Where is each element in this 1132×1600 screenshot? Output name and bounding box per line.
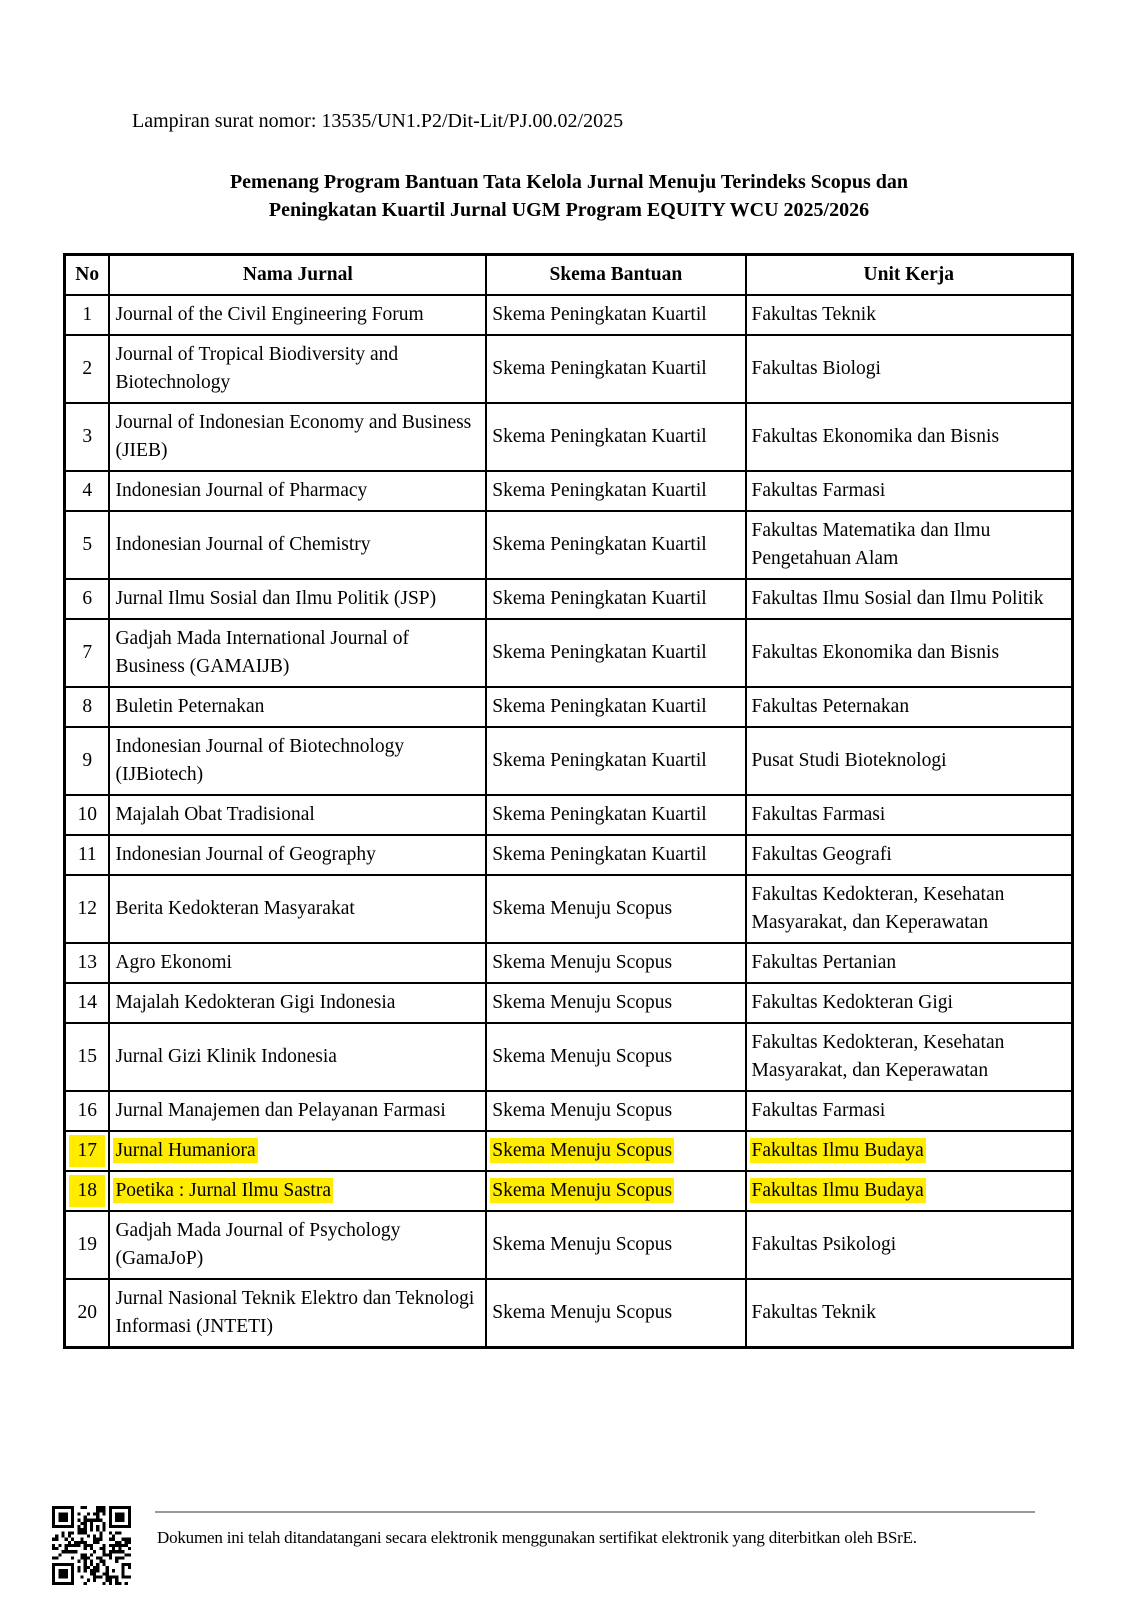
cell-nama	[109, 1211, 486, 1279]
cell-nama	[109, 1131, 486, 1171]
cell-skema-text: Skema Peningkatan Kuartil	[492, 357, 707, 379]
cell-nama	[109, 619, 486, 687]
table-row	[65, 511, 1073, 579]
cell-skema	[486, 579, 745, 619]
cell-nama-text: Jurnal Humaniora	[115, 1139, 256, 1161]
cell-skema	[486, 1023, 745, 1091]
cell-unit	[746, 687, 1073, 727]
cell-no-text: 16	[77, 1099, 97, 1121]
cell-unit-text: Fakultas Pertanian	[751, 951, 897, 973]
cell-nama-text: Journal of Tropical Biodiversity and Biotechnology	[115, 343, 399, 393]
cell-unit-text: Fakultas Peternakan	[751, 695, 910, 717]
column-header-skema: Skema Bantuan	[486, 255, 745, 295]
cell-unit	[746, 1171, 1073, 1211]
cell-no-text: 9	[82, 749, 93, 771]
cell-nama	[109, 943, 486, 983]
cell-nama-text: Majalah Kedokteran Gigi Indonesia	[115, 991, 396, 1013]
cell-unit	[746, 1211, 1073, 1279]
cell-nama-text: Buletin Peternakan	[115, 695, 265, 717]
cell-no-text: 11	[77, 843, 97, 865]
cell-unit	[746, 1131, 1073, 1171]
cell-no	[65, 1131, 110, 1171]
cell-nama	[109, 1023, 486, 1091]
cell-nama	[109, 295, 486, 335]
cell-unit-text: Fakultas Ilmu Budaya	[751, 1179, 924, 1201]
cell-unit-text: Fakultas Teknik	[751, 303, 876, 325]
cell-unit-text: Fakultas Ilmu Sosial dan Ilmu Politik	[751, 587, 1044, 609]
cell-nama-text: Journal of Indonesian Economy and Business (JIEB)	[115, 411, 472, 461]
table-row	[65, 875, 1073, 943]
cell-nama-text: Journal of the Civil Engineering Forum	[115, 303, 424, 325]
cell-skema-text: Skema Peningkatan Kuartil	[492, 843, 707, 865]
cell-skema-text: Skema Menuju Scopus	[492, 1233, 673, 1255]
cell-skema	[486, 403, 745, 471]
journal-table-body	[65, 295, 1073, 1348]
cell-nama	[109, 983, 486, 1023]
cell-unit-text: Fakultas Biologi	[751, 357, 881, 379]
cell-skema-text: Skema Peningkatan Kuartil	[492, 803, 707, 825]
cell-unit	[746, 579, 1073, 619]
cell-no-text: 8	[82, 695, 93, 717]
table-row	[65, 727, 1073, 795]
table-row	[65, 943, 1073, 983]
cell-nama	[109, 1091, 486, 1131]
cell-nama-text: Majalah Obat Tradisional	[115, 803, 315, 825]
column-header-no: No	[65, 255, 110, 295]
cell-no-text: 14	[77, 991, 97, 1013]
cell-nama-text: Gadjah Mada International Journal of Business (GAMAIJB)	[115, 627, 409, 677]
cell-nama	[109, 835, 486, 875]
cell-nama-text: Indonesian Journal of Biotechnology (IJBiotech)	[115, 735, 405, 785]
cell-nama-text: Agro Ekonomi	[115, 951, 232, 973]
cell-skema-text: Skema Menuju Scopus	[492, 1139, 673, 1161]
cell-skema-text: Skema Peningkatan Kuartil	[492, 749, 707, 771]
cell-nama	[109, 875, 486, 943]
cell-no	[65, 983, 110, 1023]
cell-no	[65, 1279, 110, 1348]
cell-skema-text: Skema Peningkatan Kuartil	[492, 587, 707, 609]
cell-skema	[486, 1091, 745, 1131]
cell-skema-text: Skema Menuju Scopus	[492, 1179, 673, 1201]
cell-skema	[486, 335, 745, 403]
table-row	[65, 1171, 1073, 1211]
cell-nama-text: Gadjah Mada Journal of Psychology (GamaJoP)	[115, 1219, 401, 1269]
cell-unit-text: Fakultas Farmasi	[751, 803, 886, 825]
cell-unit-text: Fakultas Farmasi	[751, 479, 886, 501]
cell-no-text: 20	[77, 1301, 97, 1323]
cell-nama	[109, 471, 486, 511]
cell-skema-text: Skema Peningkatan Kuartil	[492, 425, 707, 447]
table-row	[65, 579, 1073, 619]
cell-unit-text: Fakultas Geografi	[751, 843, 892, 865]
cell-unit-text: Fakultas Farmasi	[751, 1099, 886, 1121]
cell-no	[65, 795, 110, 835]
cell-no-text: 5	[82, 533, 93, 555]
cell-no	[65, 1023, 110, 1091]
cell-unit-text: Fakultas Matematika dan Ilmu Pengetahuan Alam	[751, 519, 991, 569]
table-row	[65, 403, 1073, 471]
cell-unit	[746, 403, 1073, 471]
table-row	[65, 687, 1073, 727]
cell-skema-text: Skema Menuju Scopus	[492, 1045, 673, 1067]
cell-skema	[486, 471, 745, 511]
document-title	[64, 168, 1074, 224]
cell-unit-text: Fakultas Psikologi	[751, 1233, 897, 1255]
cell-skema-text: Skema Peningkatan Kuartil	[492, 695, 707, 717]
cell-unit	[746, 983, 1073, 1023]
cell-nama-text: Jurnal Manajemen dan Pelayanan Farmasi	[115, 1099, 446, 1121]
table-row	[65, 1211, 1073, 1279]
journal-winners-table	[63, 253, 1074, 1349]
cell-skema	[486, 1131, 745, 1171]
cell-no-text: 4	[82, 479, 93, 501]
cell-nama	[109, 335, 486, 403]
cell-nama	[109, 727, 486, 795]
cell-unit-text: Fakultas Kedokteran, Kesehatan Masyarakat, dan Keperawatan	[751, 883, 1005, 933]
cell-nama-text: Jurnal Nasional Teknik Elektro dan Teknologi Informasi (JNTETI)	[115, 1287, 475, 1337]
cell-unit	[746, 835, 1073, 875]
cell-skema	[486, 983, 745, 1023]
table-row	[65, 1091, 1073, 1131]
cell-nama-text: Poetika : Jurnal Ilmu Sastra	[115, 1179, 332, 1201]
cell-no-text: 18	[71, 1177, 103, 1205]
cell-unit	[746, 943, 1073, 983]
cell-skema-text: Skema Peningkatan Kuartil	[492, 479, 707, 501]
cell-skema	[486, 727, 745, 795]
cell-nama-text: Indonesian Journal of Pharmacy	[115, 479, 368, 501]
cell-unit-text: Fakultas Kedokteran, Kesehatan Masyarakat, dan Keperawatan	[751, 1031, 1005, 1081]
cell-unit	[746, 795, 1073, 835]
table-row	[65, 295, 1073, 335]
cell-unit-text: Fakultas Ekonomika dan Bisnis	[751, 641, 1000, 663]
cell-no-text: 17	[71, 1137, 103, 1165]
electronic-signature-footer	[0, 1495, 1132, 1600]
qr-code-icon	[52, 1506, 131, 1585]
cell-no-text: 13	[77, 951, 97, 973]
cell-unit	[746, 511, 1073, 579]
cell-nama-text: Jurnal Gizi Klinik Indonesia	[115, 1045, 337, 1067]
cell-nama-text: Jurnal Ilmu Sosial dan Ilmu Politik (JSP)	[115, 587, 437, 609]
column-header-unit: Unit Kerja	[746, 255, 1073, 295]
cell-no	[65, 471, 110, 511]
cell-no-text: 6	[82, 587, 93, 609]
cell-skema	[486, 1211, 745, 1279]
cell-skema-text: Skema Menuju Scopus	[492, 991, 673, 1013]
cell-nama-text: Indonesian Journal of Chemistry	[115, 533, 371, 555]
cell-no-text: 15	[77, 1045, 97, 1067]
cell-no	[65, 1211, 110, 1279]
cell-no	[65, 511, 110, 579]
cell-skema-text: Skema Peningkatan Kuartil	[492, 533, 707, 555]
table-row	[65, 1131, 1073, 1171]
cell-no	[65, 295, 110, 335]
cell-skema	[486, 687, 745, 727]
cell-no	[65, 1171, 110, 1211]
cell-no-text: 7	[82, 641, 93, 663]
cell-unit-text: Fakultas Kedokteran Gigi	[751, 991, 953, 1013]
cell-no	[65, 619, 110, 687]
table-row	[65, 471, 1073, 511]
cell-skema-text: Skema Menuju Scopus	[492, 951, 673, 973]
cell-skema	[486, 943, 745, 983]
cell-skema-text: Skema Peningkatan Kuartil	[492, 641, 707, 663]
cell-unit	[746, 295, 1073, 335]
cell-skema-text: Skema Menuju Scopus	[492, 1301, 673, 1323]
cell-no	[65, 835, 110, 875]
cell-unit-text: Fakultas Ekonomika dan Bisnis	[751, 425, 1000, 447]
column-header-nama: Nama Jurnal	[109, 255, 486, 295]
table-row	[65, 795, 1073, 835]
cell-nama-text: Berita Kedokteran Masyarakat	[115, 897, 355, 919]
cell-skema-text: Skema Menuju Scopus	[492, 897, 673, 919]
footer-signature-text: Dokumen ini telah ditandatangani secara elektronik menggunakan sertifikat elektronik yang diterbitkan oleh BSrE.	[157, 1528, 917, 1547]
table-row	[65, 1279, 1073, 1348]
cell-skema	[486, 511, 745, 579]
table-row	[65, 983, 1073, 1023]
document-title-line-1: Pemenang Program Bantuan Tata Kelola Jurnal Menuju Terindeks Scopus dan	[229, 171, 909, 193]
cell-no	[65, 687, 110, 727]
document-title-line-2: Peningkatan Kuartil Jurnal UGM Program EQUITY WCU 2025/2026	[268, 199, 870, 221]
cell-no-text: 19	[77, 1233, 97, 1255]
cell-unit-text: Fakultas Ilmu Budaya	[751, 1139, 924, 1161]
cell-nama	[109, 579, 486, 619]
table-header-row	[65, 255, 1073, 295]
cell-unit	[746, 1023, 1073, 1091]
cell-no	[65, 1091, 110, 1131]
cell-nama	[109, 1279, 486, 1348]
cell-nama	[109, 511, 486, 579]
cell-skema	[486, 1279, 745, 1348]
cell-unit	[746, 335, 1073, 403]
cell-skema	[486, 795, 745, 835]
cell-unit-text: Fakultas Teknik	[751, 1301, 876, 1323]
cell-unit	[746, 1091, 1073, 1131]
cell-no-text: 12	[77, 897, 97, 919]
cell-no	[65, 579, 110, 619]
cell-unit	[746, 875, 1073, 943]
cell-nama	[109, 795, 486, 835]
cell-unit-text: Pusat Studi Bioteknologi	[751, 749, 947, 771]
footer-divider	[155, 1511, 1035, 1513]
cell-nama	[109, 403, 486, 471]
table-row	[65, 1023, 1073, 1091]
cell-unit	[746, 619, 1073, 687]
cell-skema	[486, 1171, 745, 1211]
cell-skema	[486, 835, 745, 875]
cell-unit	[746, 1279, 1073, 1348]
lampiran-number-line: Lampiran surat nomor: 13535/UN1.P2/Dit-Lit/PJ.00.02/2025	[132, 110, 624, 132]
cell-nama-text: Indonesian Journal of Geography	[115, 843, 376, 865]
cell-no-text: 10	[77, 803, 97, 825]
cell-no	[65, 943, 110, 983]
cell-skema	[486, 295, 745, 335]
cell-no-text: 1	[82, 303, 93, 325]
cell-no	[65, 403, 110, 471]
cell-no-text: 2	[82, 357, 93, 379]
cell-skema	[486, 619, 745, 687]
cell-skema-text: Skema Peningkatan Kuartil	[492, 303, 707, 325]
table-row	[65, 835, 1073, 875]
cell-nama	[109, 687, 486, 727]
cell-unit	[746, 727, 1073, 795]
table-row	[65, 619, 1073, 687]
table-row	[65, 335, 1073, 403]
cell-no	[65, 875, 110, 943]
cell-unit	[746, 471, 1073, 511]
cell-no	[65, 727, 110, 795]
cell-no	[65, 335, 110, 403]
cell-no-text: 3	[82, 425, 93, 447]
cell-skema	[486, 875, 745, 943]
cell-skema-text: Skema Menuju Scopus	[492, 1099, 673, 1121]
cell-nama	[109, 1171, 486, 1211]
